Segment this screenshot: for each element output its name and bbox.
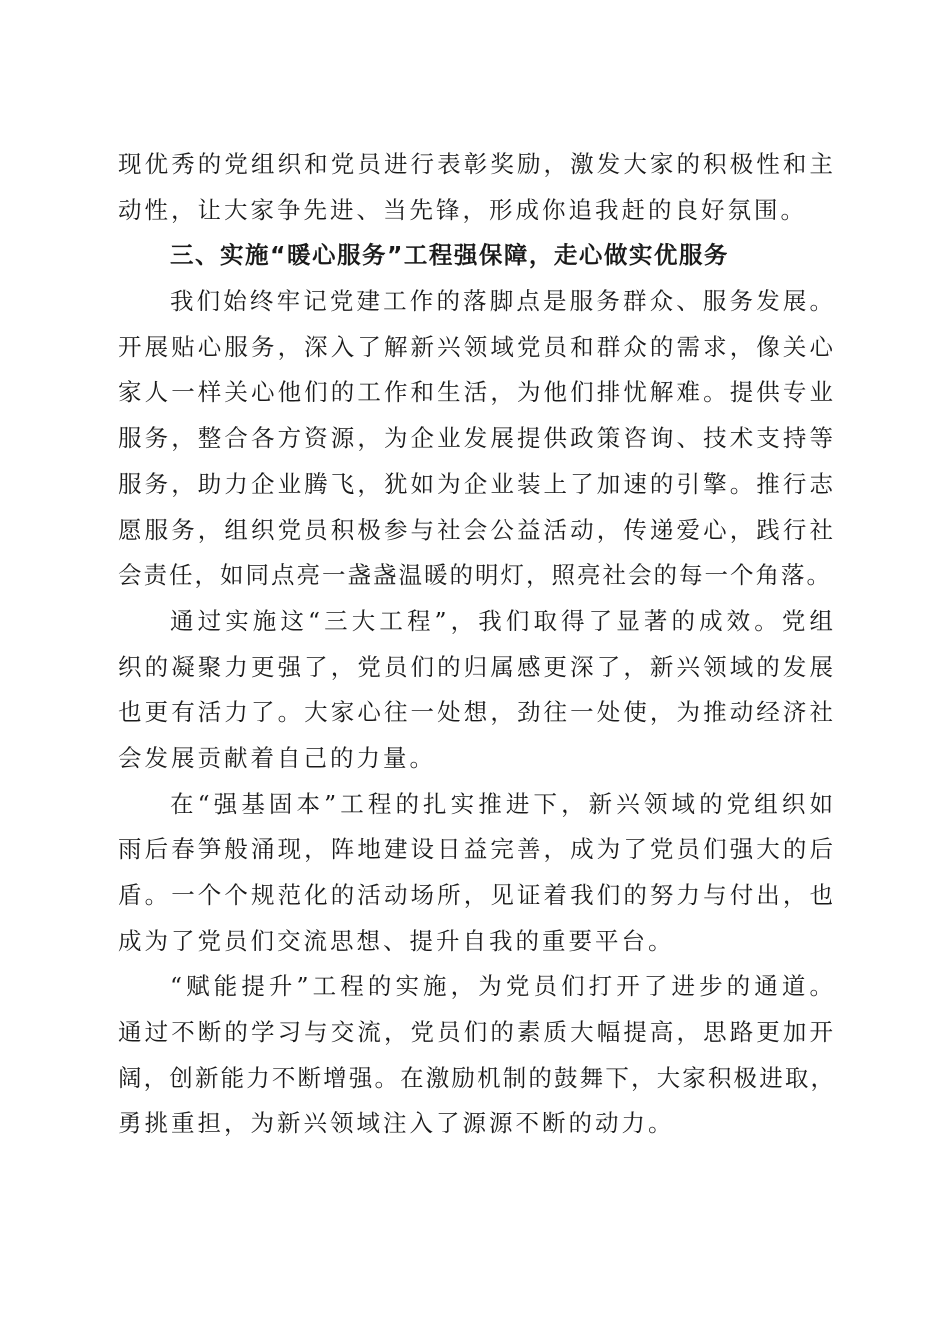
text-line: 开展贴心服务，深入了解新兴领域党员和群众的需求，像关心 bbox=[118, 332, 836, 361]
text-line: 愿服务，组织党员积极参与社会公益活动，传递爱心，践行社 bbox=[118, 515, 836, 544]
text-line: 服务，整合各方资源，为企业发展提供政策咨询、技术支持等 bbox=[118, 424, 836, 453]
paragraph bbox=[118, 782, 836, 965]
section-heading-text: 三、实施“暖心服务”工程强保障，走心做实优服务 bbox=[170, 241, 729, 270]
document-body bbox=[118, 142, 836, 1147]
text-line: 动性，让大家争先进、当先锋，形成你追我赶的良好氛围。 bbox=[118, 195, 807, 224]
text-line: 现优秀的党组织和党员进行表彰奖励，激发大家的积极性和主 bbox=[118, 150, 836, 178]
paragraph bbox=[118, 279, 836, 599]
text-line: 通过实施这“三大工程”，我们取得了显著的成效。党组 bbox=[170, 606, 836, 635]
paragraph bbox=[118, 599, 836, 782]
text-line: “赋能提升”工程的实施，为党员们打开了进步的通道。 bbox=[170, 972, 836, 1001]
text-line: 在“强基固本”工程的扎实推进下，新兴领域的党组织如 bbox=[170, 789, 836, 818]
text-line: 成为了党员们交流思想、提升自我的重要平台。 bbox=[118, 926, 675, 955]
text-line: 家人一样关心他们的工作和生活，为他们排忧解难。提供专业 bbox=[118, 378, 836, 407]
text-line: 雨后春笋般涌现，阵地建设日益完善，成为了党员们强大的后 bbox=[118, 835, 836, 864]
text-line: 勇挑重担，为新兴领域注入了源源不断的动力。 bbox=[118, 1109, 675, 1138]
text-line: 会发展贡献着自己的力量。 bbox=[118, 743, 436, 772]
section-heading bbox=[118, 233, 836, 279]
text-line: 也更有活力了。大家心往一处想，劲往一处使，为推动经济社 bbox=[118, 698, 836, 727]
paragraph-continuation bbox=[118, 142, 836, 233]
text-line: 通过不断的学习与交流，党员们的素质大幅提高，思路更加开 bbox=[118, 1018, 836, 1047]
text-line: 我们始终牢记党建工作的落脚点是服务群众、服务发展。 bbox=[170, 287, 836, 316]
paragraph bbox=[118, 964, 836, 1147]
text-line: 会责任，如同点亮一盏盏温暖的明灯，照亮社会的每一个角落。 bbox=[118, 561, 832, 590]
text-line: 阔，创新能力不断增强。在激励机制的鼓舞下，大家积极进取， bbox=[118, 1063, 836, 1092]
text-line: 盾。一个个规范化的活动场所，见证着我们的努力与付出，也 bbox=[118, 881, 836, 909]
text-line: 服务，助力企业腾飞，犹如为企业装上了加速的引擎。推行志 bbox=[118, 469, 836, 498]
text-line: 织的凝聚力更强了，党员们的归属感更深了，新兴领域的发展 bbox=[118, 652, 836, 681]
